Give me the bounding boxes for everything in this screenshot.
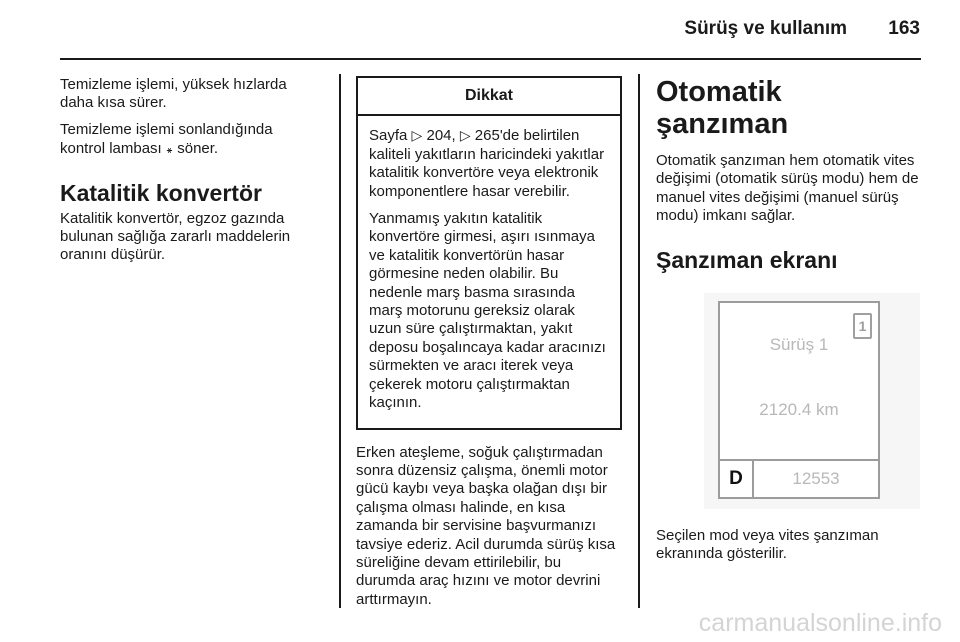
warning-paragraph: Sayfa ▷ 204, ▷ 265'de belirtilen kaliteli yakıtların haricindeki yakıtlar katalitik konvertöre veya elektronik komponentlere hasar verebilir. bbox=[369, 127, 605, 200]
paragraph: Otomatik şanzıman hem otomatik vites değişimi (otomatik sürüş modu) hem de manuel vites değişimi (manuel sürüş modu) imkanı sağlar. bbox=[656, 152, 919, 225]
display-odometer: 12553 bbox=[792, 468, 840, 488]
gear-indicator-icon: 1 bbox=[853, 313, 872, 339]
transmission-display bbox=[718, 301, 880, 499]
paragraph: Katalitik konvertör, egzoz gazında bulunan sağlığa zararlı maddelerin oranını düşürür. bbox=[60, 209, 291, 264]
page-header bbox=[684, 18, 920, 40]
paragraph: Seçilen mod veya vites şanzıman ekranında gösterilir. bbox=[656, 526, 879, 563]
warning-box bbox=[356, 76, 622, 430]
page-ref-icon: ▷ bbox=[459, 127, 471, 144]
page-number: 163 bbox=[888, 18, 920, 39]
column-3 bbox=[656, 76, 921, 571]
watermark: carmanualsonline.info bbox=[698, 609, 942, 637]
display-trip-text: 2120.4 km bbox=[759, 399, 839, 419]
column-1 bbox=[60, 76, 310, 273]
display-mode-text: Sürüş 1 bbox=[769, 334, 829, 354]
column-divider-1 bbox=[339, 74, 341, 608]
transmission-display-illustration bbox=[704, 293, 920, 509]
chapter-heading: Otomatik şanzıman bbox=[656, 76, 789, 140]
page-ref-icon: ▷ bbox=[411, 127, 423, 144]
paragraph: Temizleme işlemi sonlandığında kontrol lambası ꘎ söner. bbox=[60, 120, 273, 158]
section-heading: Katalitik konvertör bbox=[60, 179, 262, 206]
section-heading: Şanzıman ekranı bbox=[656, 246, 838, 273]
warning-title: Dikkat bbox=[358, 78, 620, 116]
column-divider-2 bbox=[638, 74, 640, 608]
control-lamp-icon: ꘎ bbox=[165, 140, 174, 157]
warning-paragraph: Yanmamış yakıtın katalitik konvertöre girmesi, aşırı ısınmaya ve katalitik konvertörün hasar görmesine neden olabilir. Bu nedenle marş basma sırasında marş motorunu gereksiz olarak uzun süre çalıştırmaktan, yakıt deposu boşalıncaya kadar aracınızı sürmekten ve aracı iterek veya çekerek motoru çalıştırmaktan kaçının. bbox=[369, 210, 606, 412]
display-gear: D bbox=[720, 461, 754, 497]
column-2 bbox=[356, 76, 622, 617]
paragraph: Erken ateşleme, soğuk çalıştırmadan sonra düzensiz çalışma, önemli motor gücü kaybı veya başka olağan dışı bir çalışma olması halinde, en kısa zamanda bir servisine başvurmanızı tavsiye ederiz. Acil durumda sürüş kısa süreliğine devam ettirilebilir, bu durumda araç hızını ve motor devrini arttırmayın. bbox=[356, 443, 616, 608]
warning-body bbox=[358, 116, 620, 427]
paragraph: Temizleme işlemi, yüksek hızlarda daha kısa sürer. bbox=[60, 76, 287, 112]
header-rule bbox=[60, 58, 921, 60]
section-title: Sürüş ve kullanım bbox=[684, 18, 848, 39]
display-bottom-row bbox=[720, 459, 878, 497]
